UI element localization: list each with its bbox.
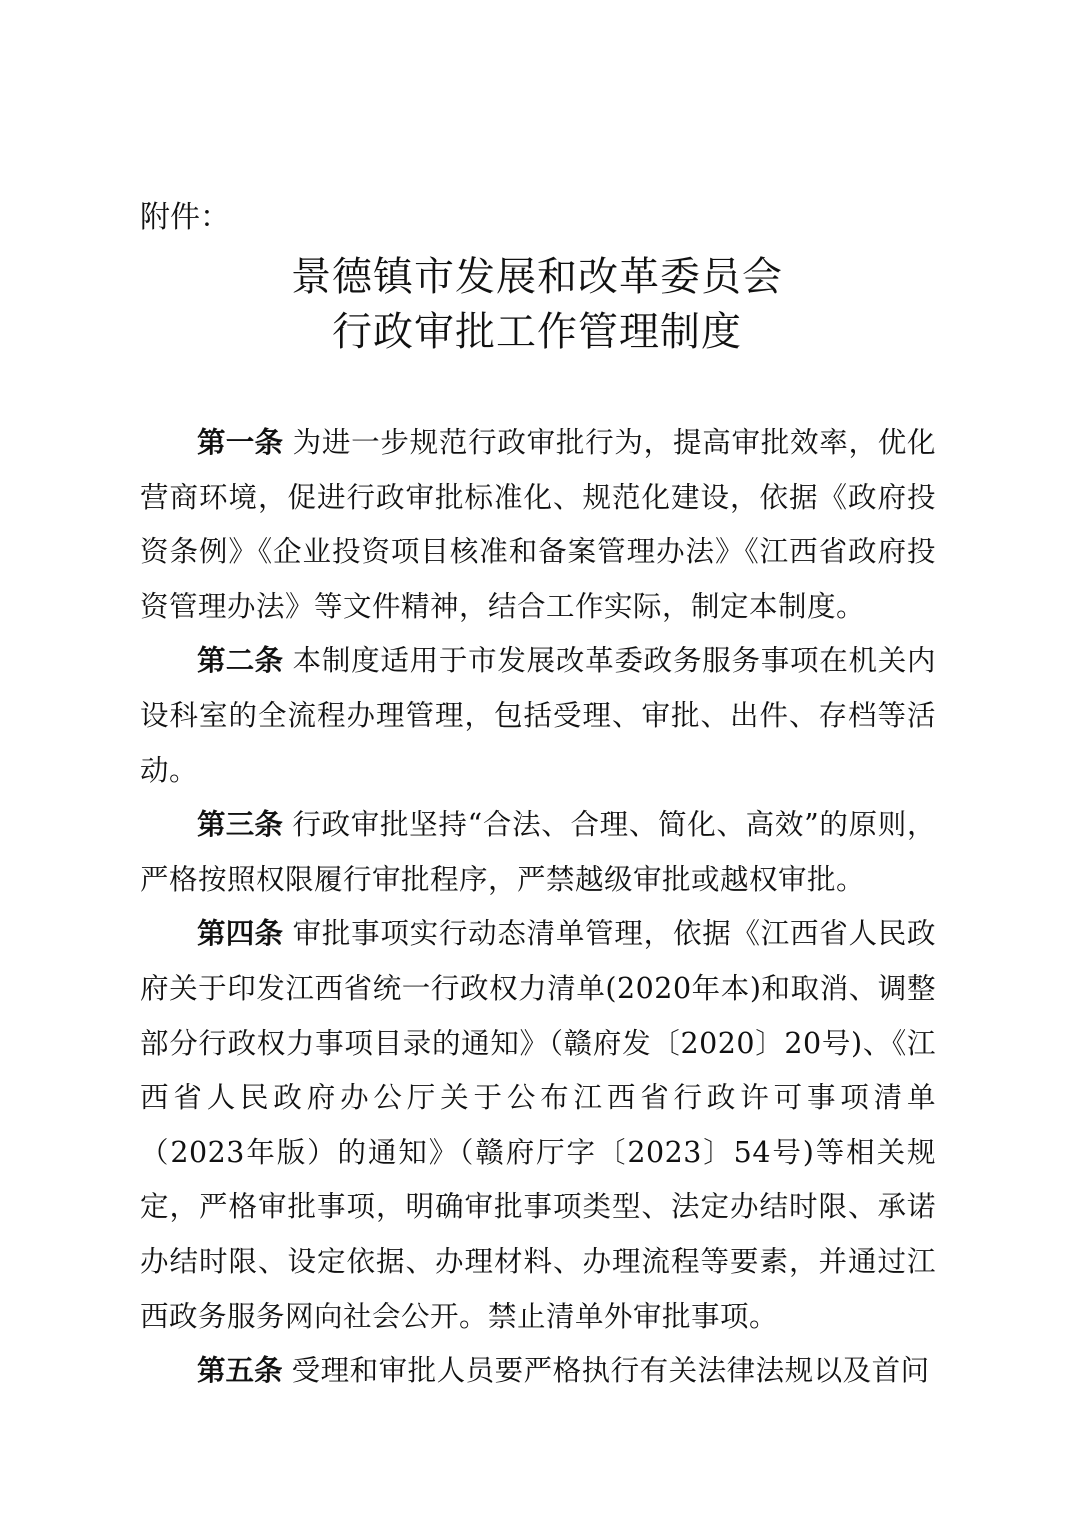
article-heading: 第一条 (197, 426, 284, 459)
article-1 (140, 416, 936, 634)
article-text: 审批事项实行动态清单管理，依据《江西省人民政府关于印发江西省统一行政权力清单(2020年本)和取消、调整部分行政权力事项目录的通知》（赣府发〔2020〕20号)、《江西省人民政府办公厅关于公布江西省行政许可事项清单（2023年版）的通知》（赣府厅字〔2023〕54号)等相关规定，严格审批事项，明确审批事项类型、法定办结时限、承诺办结时限、设定依据、办理材料、办理流程等要素，并通过江西政务服务网向社会公开。禁止清单外审批事项。 (140, 917, 936, 1333)
article-2 (140, 634, 936, 798)
document-body (140, 416, 936, 1399)
article-4 (140, 907, 936, 1344)
article-text: 受理和审批人员要严格执行有关法律法规以及首问 (291, 1354, 930, 1388)
article-heading: 第三条 (197, 808, 284, 842)
document-title-line-2: 行政审批工作管理制度 (332, 309, 742, 355)
article-text: 行政审批坚持“合法、合理、简化、高效”的原则，严格按照权限履行审批程序，严禁越级审批或越权审批。 (140, 808, 936, 896)
article-heading: 第五条 (197, 1354, 283, 1388)
document-title-line-1: 景德镇市发展和改革委员会 (291, 254, 783, 300)
attachment-label: 附件： (140, 200, 230, 235)
article-text: 本制度适用于市发展改革委政务服务事项在机关内设科室的全流程办理管理，包括受理、审批、出件、存档等活动。 (140, 644, 936, 787)
article-heading: 第二条 (197, 644, 284, 678)
article-text: 为进一步规范行政审批行为，提高审批效率，优化营商环境，促进行政审批标准化、规范化建设，依据《政府投资条例》《企业投资项目核准和备案管理办法》《江西省政府投资管理办法》等文件精神，结合工作实际，制定本制度。 (140, 426, 936, 623)
article-5 (140, 1344, 936, 1399)
article-3 (140, 798, 936, 907)
article-heading: 第四条 (197, 917, 284, 951)
